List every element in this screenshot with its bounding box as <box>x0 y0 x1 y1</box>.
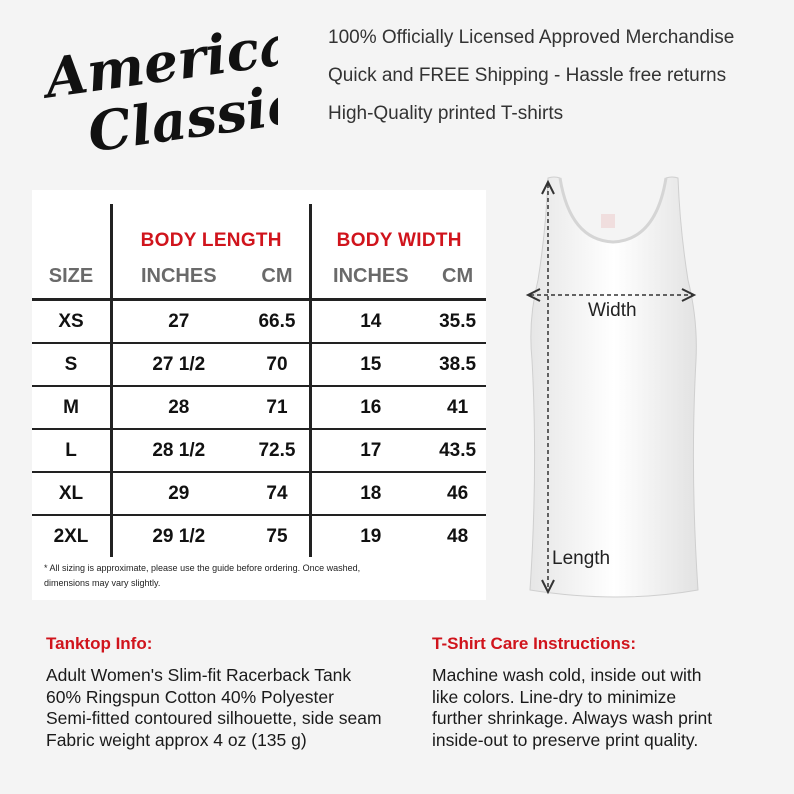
size-table <box>32 204 486 557</box>
col-header-size: SIZE <box>32 254 112 300</box>
size-cell: 2XL <box>53 525 89 547</box>
length-inches-cell: 29 <box>112 472 245 515</box>
size-cell: L <box>32 429 112 472</box>
care-line: Machine wash cold, inside out with <box>432 665 702 685</box>
sizing-note-line-1: * All sizing is approximate, please use the guide before ordering. Once washed, <box>44 563 361 573</box>
table-row <box>32 515 486 557</box>
size-chart <box>32 190 486 600</box>
col-header-length-inches: INCHES <box>112 254 245 300</box>
tanktop-info-title: Tanktop Info: <box>46 634 153 653</box>
body-length-header: BODY LENGTH <box>112 204 311 254</box>
length-inches-cell: 28 1/2 <box>112 429 245 472</box>
length-inches-cell: 27 1/2 <box>112 343 245 386</box>
width-cm-cell: 48 <box>447 525 469 547</box>
tanktop-info-line: Fabric weight approx 4 oz (135 g) <box>46 729 307 750</box>
table-row <box>32 300 486 344</box>
brand-logo <box>38 14 278 164</box>
claim-quality: High-Quality printed T-shirts <box>328 103 564 124</box>
tanktop-info-line: 60% Ringspun Cotton 40% Polyester <box>46 686 334 707</box>
tanktop-info-line: Semi-fitted contoured silhouette, side seam <box>46 708 382 728</box>
length-inches-cell: 28 <box>112 386 245 429</box>
care-instructions-text <box>432 665 772 751</box>
width-inches-cell: 14 <box>311 300 429 344</box>
length-cm-cell: 74 <box>245 472 311 515</box>
length-cm-cell: 71 <box>245 386 311 429</box>
logo-line-1: American <box>41 14 278 111</box>
width-cm-cell: 43.5 <box>429 429 486 472</box>
width-inches-cell: 18 <box>311 472 429 515</box>
length-cm-cell: 72.5 <box>245 429 311 472</box>
length-inches-cell: 27 <box>112 300 245 344</box>
care-instructions-title: T-Shirt Care Instructions: <box>432 634 637 653</box>
size-cell: S <box>32 343 112 386</box>
table-row <box>32 343 486 386</box>
merchandise-claims <box>328 24 734 138</box>
care-line: inside-out to preserve print quality. <box>432 729 699 750</box>
tank-top-illustration <box>518 170 708 610</box>
logo-line-2: Classics <box>84 67 278 164</box>
col-header-length-cm: CM <box>245 254 311 300</box>
length-cm-cell: 66.5 <box>245 300 311 344</box>
length-cm-cell: 70 <box>245 343 311 386</box>
width-cm-cell: 35.5 <box>429 300 486 344</box>
width-inches-cell: 17 <box>311 429 429 472</box>
claim-licensed: 100% Officially Licensed Approved Merchandise <box>328 27 735 48</box>
length-inches-cell: 29 1/2 <box>112 515 245 557</box>
width-label: Width <box>588 300 637 321</box>
col-header-width-cm: CM <box>429 254 486 300</box>
tanktop-info-line: Adult Women's Slim-fit Racerback Tank <box>46 665 352 685</box>
size-cell: XS <box>32 300 112 344</box>
tank-top-body <box>530 177 698 597</box>
width-cm-cell: 41 <box>429 386 486 429</box>
sizing-note <box>44 561 444 591</box>
care-line: further shrinkage. Always wash print <box>432 708 713 728</box>
width-cm-cell: 38.5 <box>429 343 486 386</box>
brand-logo-graphic <box>38 14 278 164</box>
tanktop-info-text <box>46 665 426 751</box>
sizing-note-line-2: dimensions may vary slightly. <box>44 578 161 588</box>
table-row <box>32 429 486 472</box>
length-cm-cell: 75 <box>266 525 288 547</box>
table-row <box>32 472 486 515</box>
tank-top-diagram <box>518 170 708 610</box>
size-cell: M <box>32 386 112 429</box>
body-width-header: BODY WIDTH <box>311 204 486 254</box>
table-row <box>32 386 486 429</box>
length-label: Length <box>552 548 611 569</box>
care-line: like colors. Line-dry to minimize <box>432 686 677 707</box>
col-header-width-inches: INCHES <box>311 254 429 300</box>
width-inches-cell: 15 <box>311 343 429 386</box>
size-cell: XL <box>32 472 112 515</box>
width-inches-cell: 19 <box>311 515 429 557</box>
width-inches-cell: 16 <box>311 386 429 429</box>
width-cm-cell: 46 <box>429 472 486 515</box>
tank-top-tag <box>601 214 615 228</box>
claim-shipping: Quick and FREE Shipping - Hassle free returns <box>328 65 727 86</box>
